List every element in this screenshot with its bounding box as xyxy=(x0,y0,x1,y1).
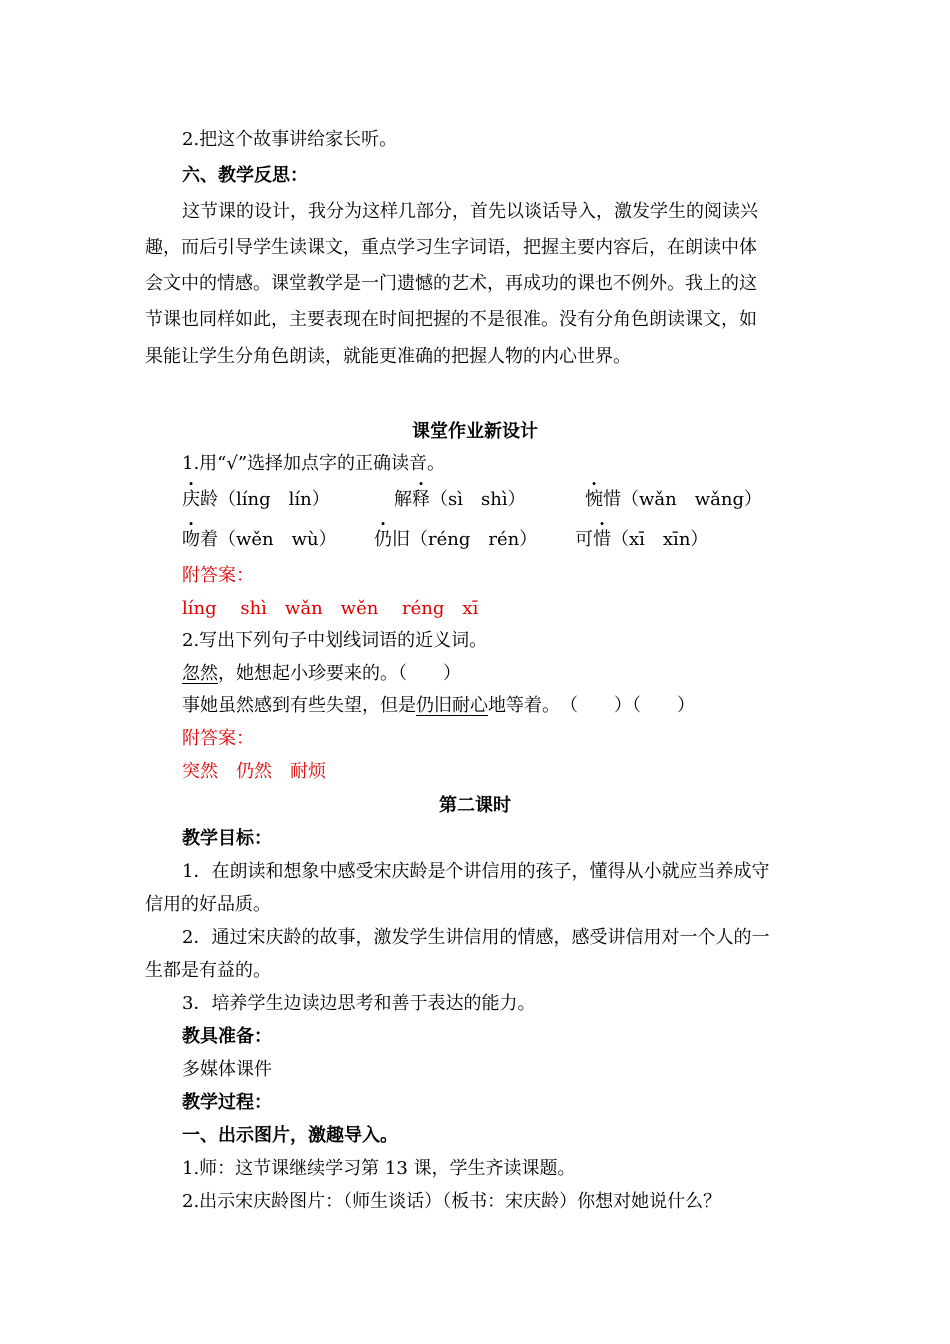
dotted-character: 庆 xyxy=(182,489,200,510)
process-heading: 教学过程： xyxy=(182,1092,272,1113)
goals-heading: 教学目标： xyxy=(182,828,272,849)
sentence-2: 事她虽然感到有些失望，但是仍旧耐心地等着。 （ ）（ ） xyxy=(182,695,695,716)
question-2: 2.写出下列句子中划线词语的近义词。 xyxy=(182,630,488,651)
lesson-2-title: 第二课时 xyxy=(439,795,511,816)
reflection-line-3: 会文中的情感。课堂教学是一门遗憾的艺术，再成功的课也不例外。我上的这 xyxy=(145,273,757,294)
tools-text: 多媒体课件 xyxy=(182,1059,272,1080)
pinyin-item-1: 庆龄（líng lín） xyxy=(182,489,330,510)
goal-1-line-2: 信用的好品质。 xyxy=(145,894,271,915)
question-1: 1.用“√”选择加点字的正确读音。 xyxy=(182,453,446,474)
reflection-line-1: 这节课的设计，我分为这样几部分，首先以谈话导入，激发学生的阅读兴 xyxy=(182,201,758,222)
step-1-item-2: 2.出示宋庆龄图片：（师生谈话）（板书：宋庆龄）你想对她说什么？ xyxy=(182,1191,722,1212)
step-1-item-1: 1.师：这节课继续学习第 13 课，学生齐读课题。 xyxy=(182,1158,576,1179)
tools-heading: 教具准备： xyxy=(182,1026,272,1047)
dotted-character: 惋 xyxy=(585,489,603,510)
pinyin-item-5: 仍旧（réng rén） xyxy=(374,529,538,550)
goal-2-line-2: 生都是有益的。 xyxy=(145,960,271,981)
underlined-word: 耐心 xyxy=(452,695,488,716)
goal-3: 3．培养学生边读边思考和善于表达的能力。 xyxy=(182,993,536,1014)
goal-1-line-1: 1．在朗读和想象中感受宋庆龄是个讲信用的孩子，懂得从小就应当养成守 xyxy=(182,861,770,882)
underlined-word: 忽然 xyxy=(182,663,218,684)
dotted-character: 惜 xyxy=(593,529,611,550)
homework-title: 课堂作业新设计 xyxy=(412,421,538,442)
answer-label-2: 附答案： xyxy=(182,728,254,749)
dotted-character: 仍 xyxy=(374,529,392,550)
step-1-heading: 一、出示图片，激趣导入。 xyxy=(182,1125,398,1146)
homework-item-2: 2.把这个故事讲给家长听。 xyxy=(182,129,398,150)
dotted-character: 释 xyxy=(412,489,430,510)
pinyin-item-3: 惋惜（wǎn wǎng） xyxy=(585,489,762,510)
reflection-line-5: 果能让学生分角色朗读，就能更准确的把握人物的内心世界。 xyxy=(145,346,631,367)
section-heading-reflection: 六、教学反思： xyxy=(182,165,308,186)
pinyin-item-6: 可惜（xī xīn） xyxy=(575,529,709,550)
reflection-line-4: 节课也同样如此，主要表现在时间把握的不是很准。没有分角色朗读课文，如 xyxy=(145,309,757,330)
underlined-word: 仍旧 xyxy=(416,695,452,716)
pinyin-item-2: 解释（sì shì） xyxy=(394,489,526,510)
pinyin-item-4: 吻着（wěn wù） xyxy=(182,529,337,550)
answer-2: 突然 仍然 耐烦 xyxy=(182,761,326,782)
reflection-line-2: 趣，而后引导学生读课文，重点学习生字词语，把握主要内容后，在朗读中体 xyxy=(145,237,757,258)
answer-label-1: 附答案： xyxy=(182,565,254,586)
dotted-character: 吻 xyxy=(182,529,200,550)
goal-2-line-1: 2．通过宋庆龄的故事，激发学生讲信用的情感，感受讲信用对一个人的一 xyxy=(182,927,770,948)
sentence-1: 忽然，她想起小珍要来的。（ ） xyxy=(182,663,461,684)
answer-1: líng shì wǎn wěn réng xī xyxy=(182,598,479,619)
